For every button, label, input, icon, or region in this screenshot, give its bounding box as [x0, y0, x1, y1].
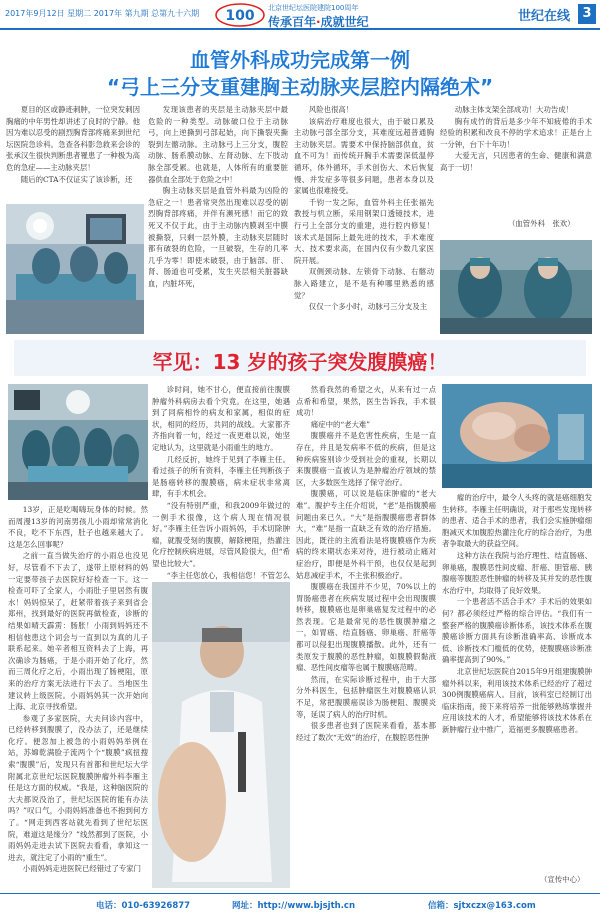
centennial-logo-icon: [214, 2, 266, 28]
article2-column-3: [296, 384, 436, 886]
paragraph: 随后的CTA不仅证实了该诊断，还: [20, 174, 133, 184]
issue-date-line: 2017年9月12日 星期二 2017年 第九期 总第九十六期: [5, 9, 200, 18]
paragraph: 动脉主体支架全部成功！大功告成！: [454, 105, 574, 114]
paragraph: 腹膜癌，可以说是临床肿瘤的“老大难”。腹护专主任介绍说，“老”是指腹膜癌问题由来已久。“大”是指腹膜癌患者群体大，“难”是指一直缺乏有效的治疗措施。因此，既往的主流看法是将腹膜癌作为疾病的终末期状态来对待，进行被动止痛对症治疗，即便是外科干预，也仅仅是起到姑息减症手术，不主张积极治疗。: [296, 489, 436, 580]
article2-column-2: [152, 384, 290, 578]
hospital-anniversary-line: 北京世纪坛医院建院100周年: [268, 4, 359, 12]
paragraph: 之前一直当做失治疗的小雨总也没见好，尽管看不下去了，遂带上原材料的妈一定要带孩子去医院好好检查一下。这一检查可吓了全家人，小雨肚子里居然有腹水！妈妈惊呆了，赶紧带着孩子来到省会郑州，找到最好的医院再做检查，诊断的结果如晴天霹雳：肠胀！小雨到妈妈还不相信他患这个词会与一直到以为真的儿子联系起来。她辛者相互资料去了上海，再次确诊为肠癌，于是小雨开始了化疗，然而三周化疗之后，小雨出现了肠梗阻，原来的治疗方案无法进行下去了。当地医生建议转上级医院。小雨妈妈其一次开始向上海、北京寻找希望。: [8, 551, 148, 712]
page-header: [0, 0, 600, 30]
article1-signature: （血管外科 张欢）: [508, 219, 575, 228]
paragraph: 北京世纪坛医院自2015年9月组建腹膜肿瘤外科以来，利用该技术体系已经治疗了超过300例腹膜癌病人。目前，该科室已经制订出临床指南，接下来将培养一批能够熟练掌握并应用该技术的人才，希望能够将该技术体系在新肿瘤行业中推广，造福更多腹膜癌患者。: [442, 666, 592, 734]
anniversary-slogan: 传承百年·成就世纪: [268, 15, 369, 29]
paragraph: “李主任您放心，我相信您！不管怎么: [166, 570, 290, 580]
surgeons-photo: [440, 240, 592, 334]
slogan-part-1: 传承百年: [268, 15, 317, 29]
column-name: 世纪在线: [518, 9, 571, 24]
paragraph: 小雨妈妈走进医院已经错过了专家门: [22, 864, 142, 874]
article1-column-1: [6, 104, 140, 200]
paragraph: 胸有成竹的背后是多少年不知疲倦的手术经验的积累和改良不停的学术追求！正是台上一分钟，台下十年功！: [440, 116, 592, 149]
subheading: 痛症中的“老大难”: [310, 419, 371, 429]
footer-email[interactable]: 信箱：sjtxczx@163.com: [428, 901, 536, 911]
article2-column-4: [442, 492, 592, 870]
article1-column-2: [148, 104, 288, 332]
tumor-specimen-photo: [442, 384, 592, 488]
paragraph: 参观了多家医院，大夫问诊内容中，已经转移到腹膜了，没办法了，还是继续化疗。便忽加上被急的小雨妈妈举例在站，苏嫦乾满脸子流两个个“腹膜”疯扭搜索“腹膜”后，发现只有首都和世纪坛大学附属北京世纪坛医院腹膜肿瘤外科李雁主任是这方面的权威。“我是，这种脑医院的大夫都说没治了，世纪坛医院的能有办法吗？”叹口气，小雨妈妈准备也不抱到何方了。“网走到西客站就先看到了世纪坛医院，难道这是缘分？”线然都到了医院，小雨妈妈走进去试下医院去看看，拿知这一进去，就注定了小雨的“重生”。: [8, 713, 148, 862]
paragraph: 然看我然的希望之火，从来有过一点点希和希望，果然，医生告诉我，手术很成功！: [296, 385, 436, 418]
paragraph: 胸主动脉夹层是血管外科最为凶险的急症之一！患者常突然出现难以忍受的剧烈胸背部疼痛，并伴有濒死感！而它的致死又不仅于此，由于主动脉内膜剥至中膜被撕裂，只剩一层外膜，主动脉夹层随时都有破裂的危险，一旦破裂，生存的几率几乎为零！即使未破裂，由于脑部、肝、肾、肠道也可受累，发生夹层相关脏器缺血，内脏坏死，: [148, 186, 288, 288]
paragraph: 风险也很高！: [308, 105, 354, 114]
paragraph: 腹膜癌在我国并不少见，70%以上的胃肠癌患者在疾病发展过程中会出现腹膜转移，腹膜癌也是卵巢癌复发过程中的必然表现。它是最常见的恶性腹膜肿瘤之一，如胃癌、结直肠癌、卵巢癌、肝癌等都可以侵犯出现腹膜播散。此外，还有一类原发于腹膜的恶性肿瘤，如腹膜假黏液瘤、恶性间皮瘤等也属于腹膜癌范畴。: [296, 582, 436, 673]
paragraph: 大爱无言，只因患者的生命、健康和满意高于一切！: [440, 151, 592, 172]
paragraph: 然而，在实际诊断过程中，由于大部分外科医生，包括肿瘤医生对腹膜癌认识不足，常把腹膜癌误诊为肠梗阻、腹膜炎等，延误了病人的治疗时机。: [296, 674, 436, 719]
paragraph: 很多患者也到了医院来看看，基本都经过了数次“无效”的治疗，在腹腔恶性肿: [296, 721, 436, 742]
paragraph: 发现该患者的夹层是主动脉夹层中最危险的一种类型。动脉破口位于主动脉弓，向上逆撕到弓部起始，向下撕裂夹撕裂到左髂动脉。主动脉弓上三分支，腹腔动脉、肠系膜动脉、左肾动脉、左下肢动脉全部受累。也就是，人体所有的重要脏器供血全部处于危险之中！: [148, 105, 288, 184]
article2-title: 罕见：13 岁的孩子突发腹膜癌！: [152, 350, 448, 374]
doctor-patient-photo: [152, 582, 290, 888]
paragraph: 千钧一发之际，血管外科主任张福先教授与机立断，采用钢架口透镜技术，进行弓上全部分支的重建，进行腔内修复！该术式是国际上最先进的技术，手术难度大、技术要求高，在国内仅有少数几家医院开展。: [294, 197, 434, 265]
footer-website[interactable]: 网址：http://www.bjsjth.cn: [232, 901, 356, 911]
paragraph: 一个患者活不活合手术？手术后的效果如何？都必须经过严格的综合评估。“我们有一整套严格的腹膜癌诊断体系，该技术体系在腹膜癌诊断方面具有诊断准确率高、诊断成本低、诊断技术门槛低的优势，使腹膜癌诊断准确率提高到了90%。”: [442, 597, 592, 665]
page-number: 3: [578, 4, 596, 24]
article1-title-line1: 血管外科成功完成第一例: [190, 48, 410, 72]
surgical-team-photo: [8, 384, 148, 500]
paragraph: “没有特别严重，和我2009年做过的一例手术很像，这个病人现在情况很好。”李雁主任告诉小雨妈妈，手术切除肿瘤，就腹受刻的腹膜，解除梗阻，热灌注化疗控制疾病进展，尽管风险很大，但“希望也比较大”。: [152, 500, 290, 568]
footer-phone: 电话：010-63926877: [96, 901, 191, 911]
paragraph: 仅仅一个多小时，动脉弓三分支及主: [308, 302, 428, 312]
paragraph: 诊时间，她不甘心，便直接前往腹膜肿瘤外科病房去看个究竟。在这里，她遇到了同病相怜的病友和家属，相似的症状，相同的经历，共同的战线。大家都齐齐指向着一句，经过一夜更难以说，她坚定地认为，这里就是小雨重生的地方。: [152, 385, 290, 452]
article2-column-1: [8, 504, 148, 886]
paragraph: 双侧颈动脉、左锁骨下动脉、右髂动脉入路建立，是不是有种哪里熟悉的感觉？: [294, 267, 434, 300]
paragraph: 13岁，正是吃喝嗨玩身体的时候。然而周漫13岁的河南男孩儿小雨却常常消化不良，吃不下东西，肚子也越来越大了。这是怎么回事呢？: [8, 505, 148, 549]
slogan-part-2: 成就世纪: [320, 15, 369, 29]
paragraph: 这种方法在我院与治疗理性、结直肠癌、卵巢癌，腹膜恶性间皮瘤、肝癌、胆管癌、胰腺癌等腹腔恶性肿瘤的转移及其并发的恶性腹水治疗中，均取得了良好效果。: [442, 550, 592, 595]
article1-column-4: [440, 104, 592, 196]
article1-title-line2: “弓上三分支重建胸主动脉夹层腔内隔绝术”: [106, 75, 494, 99]
article1-column-3: [294, 104, 434, 332]
page-footer: [0, 893, 600, 913]
paragraph: 瘤的治疗中，最令人头疼的就是癌细胞发生转移。李雁主任明确说，对于那些发现转移的患者、适合手术的患者，我们会实施肿瘤细胞减灭术加腹腔热灌注化疗的综合治疗，为患者争取最大的获益空间。: [442, 493, 592, 549]
svg-text:100: 100: [225, 8, 255, 24]
paragraph: 腹膜癌并不是危害性疾病，生是一直存在，并且是发病率不低的疾病，但是这种疾病鉴别诊少受到社会的重视，长期以来腹膜癌一直被认为是肿瘤治疗领域的禁区，大多数医生选择了保守治疗。: [296, 431, 436, 487]
paragraph: 几经反折，她终于见到了李雁主任。看过孩子的所有资料，李雁主任判断孩子是肠癌转移的腹膜癌，病未症状非常离肆，有手术机会。: [152, 454, 290, 499]
paragraph: 该病治疗难度也很大，由于破口累及主动脉弓部全部分支，其难度远超普通胸主动脉夹层。需要术中保持脑部供血，贫血不可为！而传统开胸手术需要深低温停循环，体外循环，手术创伤大、术后恢复慢、并发症多等很多问题，患者本身以及家属也很难接受。: [294, 116, 434, 196]
operating-room-photo: [6, 204, 144, 334]
article2-signature: （宣传中心）: [540, 875, 585, 884]
paragraph: 夏目的区或静迹刺肿，一位突发刺因胸痛的中年男性却讲述了良时的宁静。他因为难以忍受的剧烈胸背部疼痛来到世纪坛医院急诊科。急查各科影急救来会诊的张承汉生很快判断患者罹患了一种极为高危的急症——主动脉夹层！: [6, 105, 140, 172]
